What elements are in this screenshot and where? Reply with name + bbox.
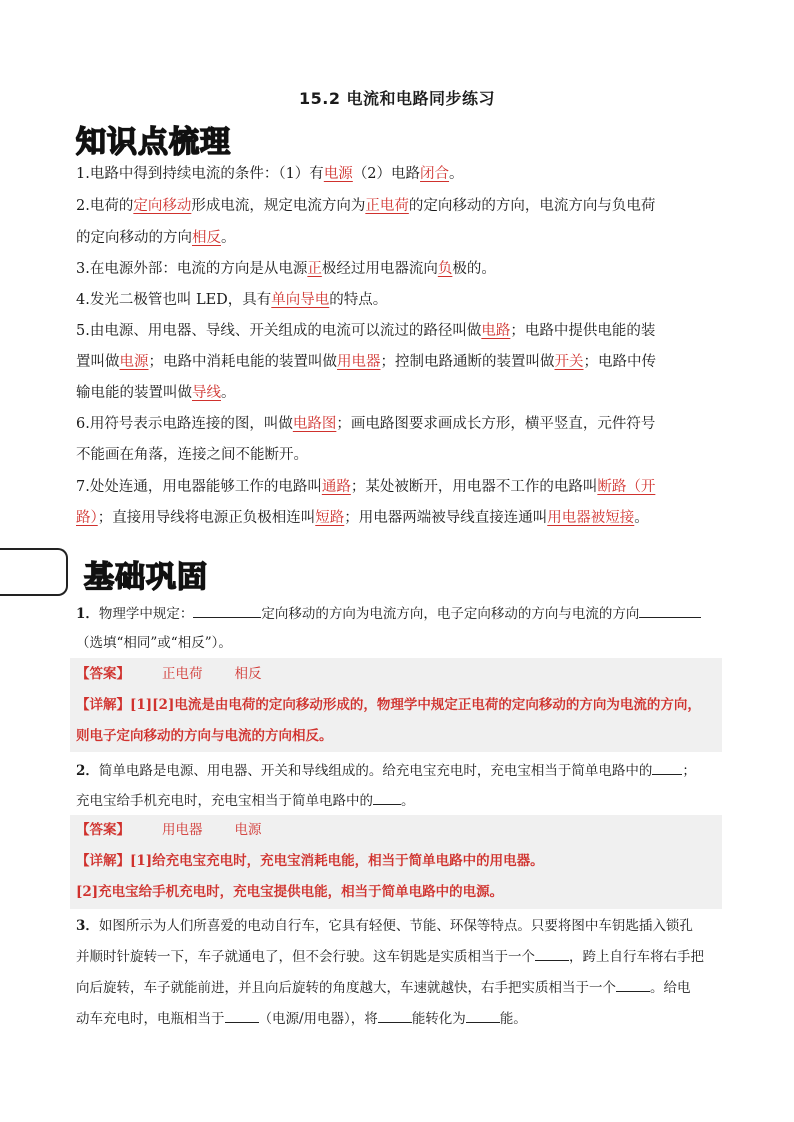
text: ；电路中传: [583, 354, 656, 370]
answer-fill: 正电荷: [365, 198, 409, 214]
text: 的特点。: [329, 292, 388, 308]
text: ；画电路图要求画成长方形，横平竖直，元件符号: [336, 416, 656, 432]
section-heading-basics: 基础巩固: [84, 560, 208, 595]
answer-fill: 单向导电: [271, 292, 330, 308]
text: 并顺时针旋转一下，车子就通电了，但不会行驶。这车钥匙是实质相当于一个: [76, 949, 535, 965]
knowledge-point-7: [76, 477, 718, 497]
knowledge-point-5-cont: [76, 352, 718, 372]
answer-fill: 正: [307, 261, 322, 277]
text: 充电宝给手机充电时，充电宝相当于简单电路中的: [76, 793, 373, 809]
knowledge-point-1: [76, 164, 718, 184]
answer-fill: 相反: [192, 230, 221, 246]
detail-line: 则电子定向移动的方向与电流的方向相反。: [76, 728, 333, 744]
knowledge-point-4: [76, 290, 718, 310]
text: 能转化为: [411, 1011, 466, 1027]
knowledge-point-2: [76, 196, 718, 216]
question-2: [76, 760, 718, 781]
answer-line: [76, 664, 262, 684]
text: 。给电: [650, 980, 691, 996]
text: 6.用符号表示电路连接的图，叫做: [76, 416, 293, 432]
answer-label: 【答案】: [76, 666, 130, 682]
answer-label: 【答案】: [76, 822, 130, 838]
blank: [193, 603, 261, 618]
blank: [378, 1008, 412, 1023]
knowledge-point-5-cont2: [76, 383, 718, 403]
text: 能。: [499, 1011, 527, 1027]
text: （2）电路: [352, 166, 421, 182]
knowledge-point-2-cont: [76, 228, 718, 248]
blank: [225, 1008, 259, 1023]
answer-fill: 电路: [481, 323, 511, 339]
text: 。: [221, 385, 236, 401]
text: 的定向移动的方向，电流方向与负电荷: [408, 198, 656, 214]
text: 7.处处连通，用电器能够工作的电路叫: [76, 479, 322, 495]
text: 3.在电源外部：电流的方向是从电源: [76, 261, 308, 277]
answer-line: [76, 820, 262, 840]
text: 如图所示为人们所喜爱的电动自行车，它具有轻便、节能、环保等特点。只要将图中车钥匙插入锁孔: [98, 918, 693, 934]
page-title: 15.2 电流和电路同步练习: [298, 89, 496, 108]
text: 置叫做: [76, 354, 120, 370]
text: 。: [401, 793, 415, 809]
text: （选填“相同”或“相反”）。: [76, 635, 232, 651]
text: 不能画在角落，连接之间不能断开。: [76, 447, 308, 463]
knowledge-point-6-cont: [76, 445, 718, 465]
section-heading-knowledge: 知识点梳理: [76, 125, 231, 160]
blank: [466, 1008, 500, 1023]
question-3-cont2: [76, 977, 718, 998]
answer-fill: 通路: [321, 479, 351, 495]
answer-fill: 负: [437, 261, 453, 277]
question-3: [76, 916, 718, 936]
text: 2.电荷的: [76, 198, 134, 214]
text: ；控制电路通断的装置叫做: [380, 354, 555, 370]
answer-value: 电源: [234, 822, 262, 838]
answer-fill: 路）: [76, 510, 98, 526]
answer-fill: 用电器被短接: [547, 510, 635, 526]
knowledge-point-3: [76, 259, 718, 279]
question-number: 1．: [76, 606, 99, 622]
question-number: 3．: [76, 918, 99, 934]
text: ；: [682, 763, 696, 779]
question-number: 2．: [76, 763, 99, 779]
answer-fill: 电源: [119, 354, 149, 370]
answer-fill: 导线: [192, 385, 221, 401]
blank: [616, 977, 650, 992]
text: 简单电路是电源、用电器、开关和导线组成的。给充电宝充电时，充电宝相当于简单电路中的: [98, 763, 653, 779]
question-2-cont: [76, 790, 718, 811]
text: 向后旋转，车子就能前进，并且向后旋转的角度越大，车速就越快，右手把实质相当于一个: [76, 980, 616, 996]
text: 动车充电时，电瓶相当于: [76, 1011, 225, 1027]
detail-line: [2]充电宝给手机充电时，充电宝提供电能，相当于简单电路中的电源。: [76, 884, 504, 900]
text: 。: [221, 230, 236, 246]
blank: [639, 603, 701, 618]
text: 极经过用电器流向: [321, 261, 438, 277]
text: 极的。: [452, 261, 496, 277]
answer-fill: 用电器: [337, 354, 381, 370]
answer-fill: 电路图: [292, 416, 337, 432]
text: ；电路中提供电能的装: [510, 323, 656, 339]
detail-line: 【详解】[1][2]电流是由电荷的定向移动形成的，物理学中规定正电荷的定向移动的方向为电流的方向，: [76, 697, 701, 713]
knowledge-point-6: [76, 414, 718, 434]
text: ；某处被断开，用电器不工作的电路叫: [350, 479, 598, 495]
answer-fill: 电源: [323, 166, 353, 182]
detail-line: 【详解】[1]给充电宝充电时，充电宝消耗电能，相当于简单电路中的用电器。: [76, 853, 544, 869]
knowledge-point-7-cont: [76, 508, 718, 528]
question-3-cont: [76, 946, 718, 967]
question-1-cont: [76, 633, 718, 653]
text: 5.由电源、用电器、导线、开关组成的电流可以流过的路径叫做: [76, 323, 482, 339]
text: 输电能的装置叫做: [76, 385, 192, 401]
text: 1.电路中得到持续电流的条件：（1）有: [76, 166, 324, 182]
text: 物理学中规定：: [98, 606, 194, 622]
text: 。: [449, 166, 464, 182]
text: 形成电流，规定电流方向为: [191, 198, 366, 214]
text: ，跨上自行车将右手把: [569, 949, 704, 965]
section-tab-frame: [0, 548, 68, 596]
text: 的定向移动的方向: [76, 230, 192, 246]
answer-value: 用电器: [162, 822, 203, 838]
answer-fill: 开关: [554, 354, 584, 370]
text: ；用电器两端被导线直接连通叫: [344, 510, 548, 526]
question-1: [76, 603, 718, 624]
answer-fill: 短路: [315, 510, 345, 526]
text: 4.发光二极管也叫 LED，具有: [76, 292, 272, 308]
question-3-cont3: [76, 1008, 718, 1029]
blank: [652, 760, 682, 775]
blank: [373, 790, 401, 805]
answer-value: 相反: [234, 666, 262, 682]
answer-fill: 定向移动: [133, 198, 192, 214]
answer-value: 正电荷: [162, 666, 203, 682]
answer-fill: 闭合: [420, 166, 450, 182]
text: （电源/用电器），将: [258, 1011, 378, 1027]
text: 定向移动的方向为电流方向，电子定向移动的方向与电流的方向: [261, 606, 640, 622]
text: ；电路中消耗电能的装置叫做: [148, 354, 337, 370]
text: ；直接用导线将电源正负极相连叫: [97, 510, 316, 526]
answer-fill: 断路（开: [597, 479, 656, 495]
knowledge-point-5: [76, 321, 718, 341]
text: 。: [634, 510, 649, 526]
blank: [535, 946, 569, 961]
